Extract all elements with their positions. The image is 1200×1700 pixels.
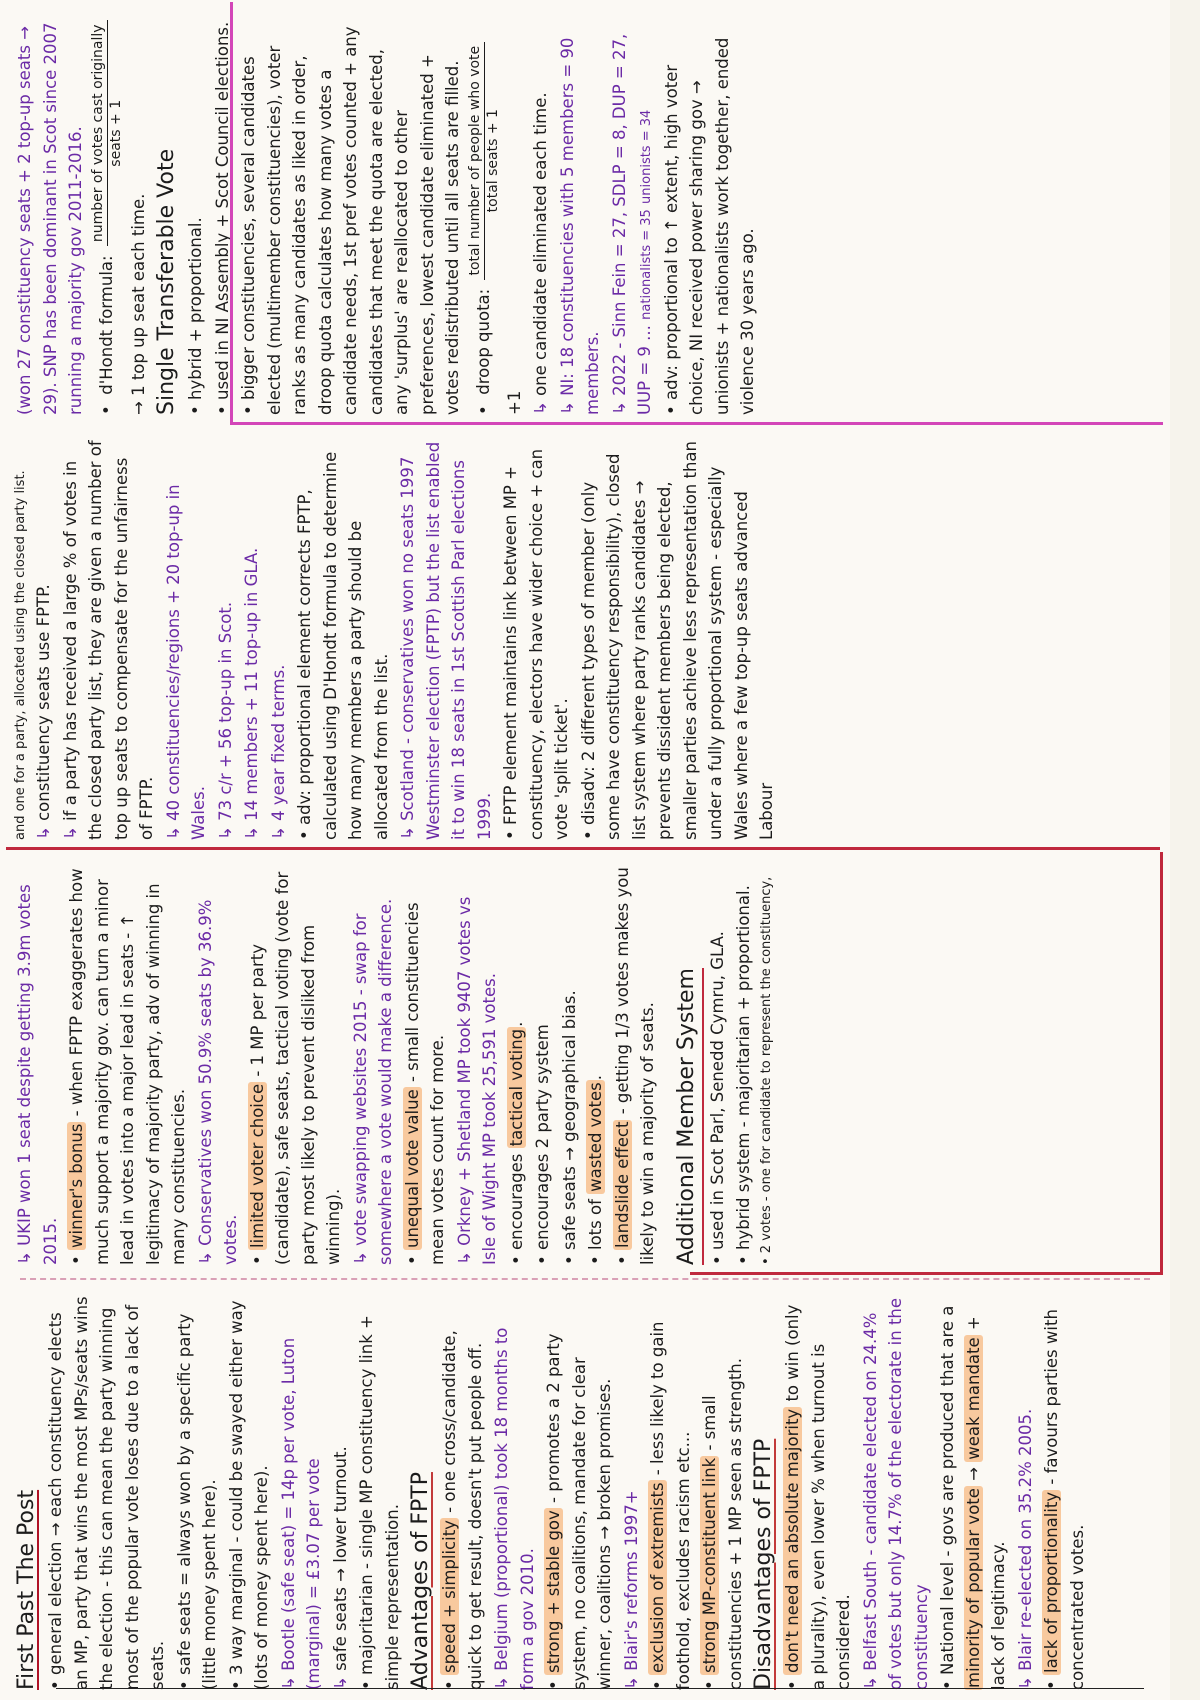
droop-denominator: total seats + 1 <box>484 109 501 213</box>
ams-used-in: • used in Scot Parl, Senedd Cymru, GLA. <box>705 865 731 1265</box>
ams-scotland-conservatives: ↳ Scotland - conservatives won no seats 1997 Westminster election (FPTP) but the list enabled it to win 18 seats in 1st Scottish Parl elections 1999. <box>395 440 497 840</box>
dhondt-after: → 1 top up seat each time. <box>128 193 148 415</box>
ams-snp: (won 27 constituency seats + 2 top-up seats → 29). SNP has been dominant in Scot since 2007 running a majority gov 2011-2016. <box>15 22 85 415</box>
adv-exclusion <box>645 1295 696 1690</box>
ams-fptp-element: • FPTP element maintains link between MP + constituency, electors have wider choice + can vote 'split ticket'. <box>498 440 575 840</box>
highlight-unequal-value: unequal vote value <box>402 1089 422 1249</box>
dashed-divider-1 <box>20 1278 1150 1280</box>
highlight-tactical: tactical voting <box>506 1028 526 1147</box>
highlight-strong-gov: strong + stable gov <box>544 1510 563 1674</box>
stv-2022-text: 2022 - Sinn Fein = 27, SDLP = 8, DUP = 27, UUP = 9 ... <box>609 33 654 415</box>
highlight-exclusion: exclusion of extremists <box>648 1482 667 1674</box>
adv-strong-gov <box>541 1295 618 1690</box>
dhondt-numerator: number of votes cast originally <box>90 20 108 246</box>
note-conservatives-2015: ↳ Conservatives won 50.9% seats by 36.9% votes. <box>193 865 244 1265</box>
dis-absolute-majority <box>780 1295 857 1690</box>
note-landslide <box>610 865 661 1265</box>
note-unequal-value-text: - small constituencies mean votes count for more. <box>402 902 447 1265</box>
adv-strong-gov-text: - promotes a 2 party system, no coalitions, mandate for clear winner, coalitions → broken promises. <box>544 1333 614 1690</box>
column-fptp <box>6 1285 1164 1700</box>
highlight-speed: speed + simplicity <box>440 1520 459 1674</box>
droop-numerator: total number of people who vote <box>467 42 485 280</box>
dis-legitimacy-text: + lack of legitimacy. <box>963 1316 1008 1690</box>
dis-arrow: → <box>963 1461 983 1487</box>
note-two-party: • encourages 2 party system <box>530 865 556 1265</box>
dis-national-level-text: National level - govs are produced that are a <box>938 1305 957 1676</box>
adv-mp-link <box>697 1295 748 1690</box>
note-wasted <box>583 865 609 1265</box>
note-general-election: • general election → each constituency elects an MP, party that wins the most MPs/seats wins the election - this can mean the party winning most of the popular vote loses due to a lack of seats. <box>43 1295 171 1690</box>
highlight-landslide: landslide effect <box>612 1121 632 1249</box>
note-winners-bonus-text: - when FPTP exaggerates how much support a majority gov. can turn a minor lead in votes into a major lead in seats - ↑ legitimacy of majority party, adv of winning in many constituencies. <box>67 868 188 1265</box>
highlight-winners-bonus: winner's bonus <box>67 1123 86 1249</box>
highlight-minority-vote: minority of popular vote <box>963 1488 983 1688</box>
note-vote-swapping: ↳ vote swapping websites 2015 - swap for somewhere a vote would make a difference. <box>348 865 399 1265</box>
dis-proportionality <box>1039 1295 1090 1690</box>
ams-party-vote: and one for a party, allocated using the closed party list. <box>13 470 28 840</box>
note-safe-seats: • safe seats = always won by a specific party (little money spent here). <box>172 1295 223 1690</box>
note-lower-turnout: ↳ safe seats → lower turnout. <box>328 1295 354 1690</box>
note-tactical-text: encourages <box>506 1148 526 1251</box>
dhondt-formula <box>90 15 125 415</box>
heading-ams: Additional Member System <box>672 968 704 1265</box>
adv-mp-link-text: - small constituencies + 1 MP seen as strength. <box>700 1358 745 1690</box>
droop-label: droop quota: <box>473 288 493 395</box>
note-limited-choice <box>245 865 347 1265</box>
ams-hybrid: • hybrid system - majoritarian + proportional. <box>731 865 757 1265</box>
adv-blair-reforms: ↳ Blair's reforms 1997+ <box>619 1295 645 1690</box>
ams-constituency-fptp: ↳ constituency seats use FPTP. <box>31 440 57 840</box>
dhondt-denominator: seats + 1 <box>107 99 124 167</box>
note-wasted-end: . <box>586 1075 605 1081</box>
note-bootle-luton: ↳ Bootle (safe seat) = 14p per vote, Luton (marginal) = £3.07 per vote <box>276 1295 327 1690</box>
note-wasted-text: lots of <box>586 1193 605 1251</box>
dis-national-level <box>935 1295 1012 1690</box>
stv-hybrid: • hybrid + proportional. <box>183 15 209 415</box>
bottom-rule <box>56 1688 1144 1689</box>
dhondt-label: d'Hondt formula: <box>96 255 116 395</box>
ams-box-divider <box>6 847 1160 850</box>
ams-fixed-terms: ↳ 4 year fixed terms. <box>266 440 292 840</box>
note-tactical <box>504 865 530 1265</box>
stv-used-in: • used in NI Assembly + Scot Council elections. <box>210 15 236 415</box>
highlight-wasted: wasted votes <box>586 1082 605 1192</box>
dis-belfast: ↳ Belfast South - candidate elected on 24.4% of votes but only 14.7% of the electorate in the constituency <box>858 1295 935 1690</box>
note-ukip: ↳ UKIP won 1 seat despite getting 3.9m votes 2015. <box>12 865 63 1265</box>
dis-proportionality-text: - favours parties with concentrated votes. <box>1042 1309 1087 1690</box>
ams-wales: ↳ 40 constituencies/regions + 20 top-up in Wales. <box>161 440 212 840</box>
note-orkney: ↳ Orkney + Shetland MP took 9407 votes vs Isle of Wight MP took 25,591 votes. <box>452 865 503 1265</box>
stv-box <box>230 2 1163 425</box>
heading-stv: Single Transferable Vote <box>154 148 179 415</box>
stv-nationalists: nationalists = 35 <box>639 209 654 320</box>
note-landslide-text: - getting 1/3 votes makes you likely to win a majority of seats. <box>612 867 657 1265</box>
dis-blair-2005: ↳ Blair re-elected on 35.2% 2005. <box>1013 1295 1039 1690</box>
ams-top-up: ↳ if a party has received a large % of votes in the closed party list, they are given a number of top up seats to compensate for the unfairness of FPTP. <box>58 440 160 840</box>
note-limited-choice-text: - 1 MP per party (candidate), safe seats, tactical voting (vote for party most likely to prevent disliked from winning). <box>247 871 343 1265</box>
ams-adv: • adv: proportional element corrects FPTP, calculated using D'Hondt formula to determine how many members a party should be allocated from the list. <box>292 440 394 840</box>
stv-adv: • adv: proportional to ↑ extent, high voter choice, NI received power sharing gov → unionists + nationalists work together, ended violence 30 years ago. <box>659 15 761 415</box>
heading-advantages-fptp: Advantages of FPTP <box>408 1472 433 1690</box>
highlight-mp-link: strong MP-constituent link <box>700 1457 719 1674</box>
ams-disadv: • disadv: 2 different types of member (only some have constituency responsibility), closed list system where party ranks candidates → prevents dissident members being elected, smaller parties achieve less representation than under a fully proportional system - especially Wales where a few top-up seats advanced Labour <box>576 440 780 840</box>
dis-absolute-majority-text: to win (only a plurality), even lower % when turnout is considered. <box>783 1304 853 1690</box>
ams-gla: ↳ 14 members + 11 top-up in GLA. <box>239 440 265 840</box>
dhondt-fraction <box>90 20 125 246</box>
highlight-weak-mandate: weak mandate <box>963 1337 983 1460</box>
heading-first-past-the-post: First Past The Post <box>14 1489 39 1690</box>
note-geo-bias: • safe seats → geographical bias. <box>557 865 583 1265</box>
highlight-limited-choice: limited voter choice <box>247 1083 267 1249</box>
column-ams <box>6 430 1164 850</box>
highlight-proportionality: lack of proportionality <box>1042 1491 1061 1674</box>
ams-two-votes: • 2 votes - one for candidate to represent the constituency, <box>758 865 776 1265</box>
ams-scotland: ↳ 73 c/r + 56 top-up in Scot. <box>213 440 239 840</box>
note-marginal: • 3 way marginal - could be swayed either way (lots of money spent here). <box>224 1295 275 1690</box>
stv-ni: ↳ NI: 18 constituencies with 5 members = 90 members. <box>555 15 606 415</box>
heading-disadvantages-fptp: Disadvantages of FPTP <box>751 1438 776 1690</box>
adv-belgium: ↳ Belgium (proportional) took 18 months to form a gov 2010. <box>489 1295 540 1690</box>
note-tactical-end: . <box>506 1021 526 1027</box>
adv-speed-text: - one cross/candidate, quick to get result, doesn't put people off. <box>440 1330 485 1690</box>
adv-exclusion-text: - less likely to gain foothold, excludes racism etc... <box>648 1321 693 1690</box>
spacer <box>662 865 672 1265</box>
highlight-absolute-majority: don't need an absolute majority <box>783 1408 802 1674</box>
stv-eliminated: ↳ one candidate eliminated each time. <box>528 15 554 415</box>
stv-unionists: unionists = 34 <box>639 109 654 204</box>
ams-box-left <box>690 852 1163 1275</box>
note-majoritarian: • majoritarian - single MP constituency link + simple representation. <box>354 1295 405 1690</box>
stv-process: • bigger constituencies, several candidates elected (multimember constituencies), voter ranks as many candidates as liked in order, droop quota calculates how many votes a candidate needs, 1st pref votes counted + any candidates that meet the quota are elected, any 'surplus' are reallocated to other preferences, lowest candidate eliminated + votes redistributed until all seats are filled. <box>236 15 466 415</box>
droop-plus-one: +1 <box>504 390 524 415</box>
adv-speed <box>437 1295 488 1690</box>
note-winners-bonus <box>64 865 192 1265</box>
note-unequal-value <box>400 865 451 1265</box>
